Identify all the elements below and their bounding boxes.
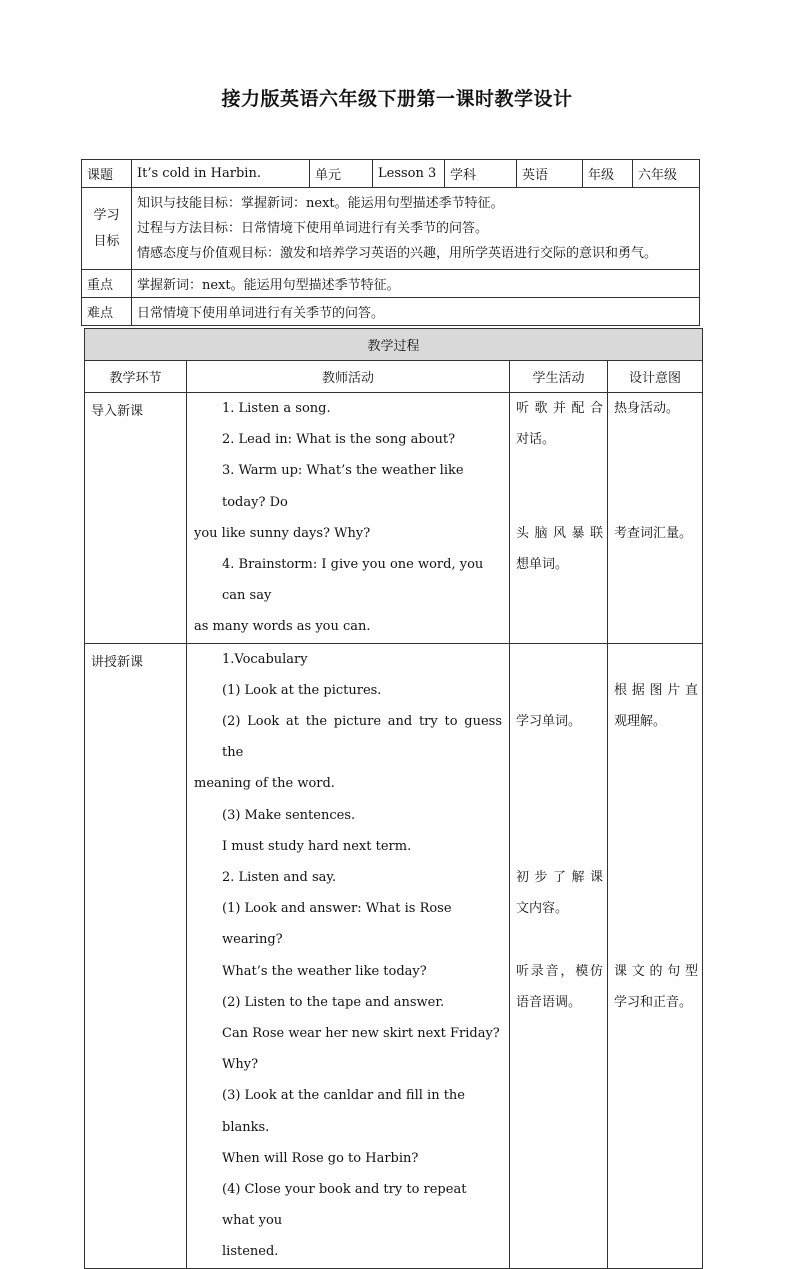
intro-student: 听歌并配合 对话。 头脑风暴联 想单词。 bbox=[510, 393, 608, 644]
new-teacher: 1.Vocabulary (1) Look at the pictures. (2) Look at the picture and try to guess the meaning of the word. (3) Make sentences. I must study hard next term. 2. Listen and say. (1) Look and answer: What is Rose wearing? What’s the weather like today? (2) Listen to the tape and answer. Can Rose wear her new skirt next Friday? Why? (3) Look at the canldar and fill in the blanks. When will Rose go to Harbin? (4) Close your book and try to repeat what you listened. bbox=[187, 643, 510, 1268]
key-point-label: 重点 bbox=[82, 270, 132, 298]
teaching-process-table bbox=[84, 328, 703, 1269]
intro-stage: 导入新课 bbox=[85, 393, 187, 644]
process-column-headers bbox=[85, 361, 703, 393]
process-heading-row bbox=[85, 329, 703, 361]
intro-teacher: 1. Listen a song. 2. Lead in: What is the song about? 3. Warm up: What’s the weather like today? Do you like sunny days? Why? 4. Brainstorm: I give you one word, you can say as many words as you can. bbox=[187, 393, 510, 644]
subject-value: 英语 bbox=[517, 160, 583, 188]
unit-label: 单元 bbox=[310, 160, 373, 188]
grade-label: 年级 bbox=[583, 160, 633, 188]
new-lesson-row bbox=[85, 643, 703, 1268]
col-design: 设计意图 bbox=[608, 361, 703, 393]
col-teacher: 教师活动 bbox=[187, 361, 510, 393]
difficulty-row bbox=[82, 298, 700, 326]
goal-process: 过程与方法目标：日常情境下使用单词进行有关季节的问答。 bbox=[137, 221, 489, 236]
key-point-row bbox=[82, 270, 700, 298]
subject-label: 学科 bbox=[445, 160, 517, 188]
lesson-info-table bbox=[81, 159, 700, 326]
difficulty-label: 难点 bbox=[82, 298, 132, 326]
goal-attitude: 情感态度与价值观目标：激发和培养学习英语的兴趣，用所学英语进行交际的意识和勇气。 bbox=[137, 246, 658, 261]
new-student: 学习单词。 初步了解课 文内容。 听录音，模仿 语音语调。 bbox=[510, 643, 608, 1268]
topic-value: It’s cold in Harbin. bbox=[132, 160, 310, 188]
topic-label: 课题 bbox=[82, 160, 132, 188]
intro-row bbox=[85, 393, 703, 644]
goals-content bbox=[132, 188, 700, 270]
process-heading: 教学过程 bbox=[85, 329, 703, 361]
info-row bbox=[82, 160, 700, 188]
key-point-value: 掌握新词：next。能运用句型描述季节特征。 bbox=[132, 270, 700, 298]
goals-label: 学习 目标 bbox=[82, 188, 132, 270]
new-design: 根据图片直 观理解。 课文的句型 学习和正音。 bbox=[608, 643, 703, 1268]
new-stage: 讲授新课 bbox=[85, 643, 187, 1268]
difficulty-value: 日常情境下使用单词进行有关季节的问答。 bbox=[132, 298, 700, 326]
goal-knowledge: 知识与技能目标：掌握新词：next。能运用句型描述季节特征。 bbox=[137, 196, 504, 211]
col-stage: 教学环节 bbox=[85, 361, 187, 393]
intro-design: 热身活动。 考查词汇量。 bbox=[608, 393, 703, 644]
unit-value: Lesson 3 bbox=[373, 160, 445, 188]
page-title: 接力版英语六年级下册第一课时教学设计 bbox=[221, 88, 573, 110]
goals-row bbox=[82, 188, 700, 270]
grade-value: 六年级 bbox=[633, 160, 700, 188]
col-student: 学生活动 bbox=[510, 361, 608, 393]
